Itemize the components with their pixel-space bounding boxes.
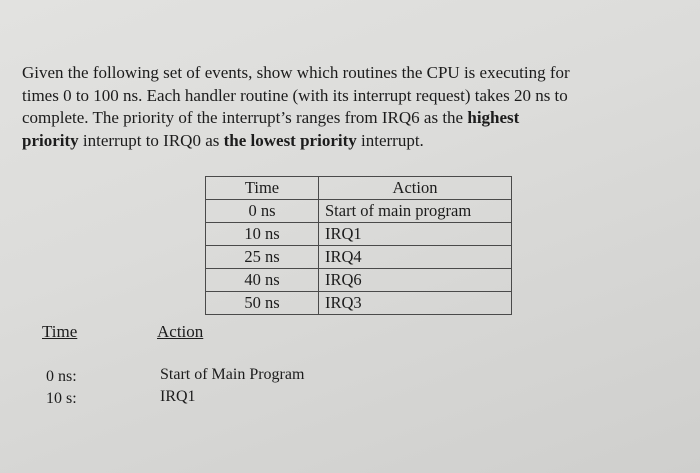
- event-action-cell: IRQ6: [319, 269, 512, 292]
- highest-emphasis: highest: [467, 108, 520, 127]
- answer-action-header: Action: [157, 322, 204, 341]
- events-table: [205, 176, 512, 315]
- event-action-cell: IRQ1: [319, 223, 512, 246]
- table-row: [206, 223, 512, 246]
- event-time-cell: 50 ns: [206, 292, 319, 315]
- answer-time-cell: 10 s:: [46, 390, 77, 407]
- events-time-header: Time: [206, 177, 319, 200]
- priority-emphasis: priority: [22, 130, 79, 150]
- table-row: [206, 269, 512, 292]
- event-action-cell: IRQ4: [319, 246, 512, 269]
- events-table-header-row: [206, 177, 512, 200]
- question-line-4-end: interrupt.: [356, 130, 424, 150]
- event-time-cell: 10 ns: [206, 223, 319, 246]
- answer-time-header: Time: [42, 322, 78, 341]
- question-line-4: [22, 130, 682, 153]
- table-row: [206, 292, 512, 315]
- event-time-cell: 0 ns: [206, 200, 319, 223]
- question-line-4-text: interrupt to IRQ0 as: [78, 130, 224, 150]
- question-text: [22, 62, 682, 152]
- question-line-3: [22, 107, 682, 130]
- table-row: [206, 246, 512, 269]
- answer-action-cell: Start of Main Program: [160, 366, 305, 383]
- event-action-cell: Start of main program: [319, 200, 512, 223]
- event-time-cell: 25 ns: [206, 246, 319, 269]
- event-time-cell: 40 ns: [206, 269, 319, 292]
- table-row: [206, 200, 512, 223]
- question-line-1: Given the following set of events, show which routines the CPU is executing for: [22, 63, 570, 82]
- event-action-cell: IRQ3: [319, 292, 512, 315]
- question-line-3-text: complete. The priority of the interrupt’s ranges from IRQ6 as the: [22, 108, 468, 127]
- answer-time-cell: 0 ns:: [46, 368, 77, 385]
- lowest-priority-emphasis: the lowest priority: [223, 130, 357, 150]
- question-line-2: times 0 to 100 ns. Each handler routine (with its interrupt request) takes 20 ns to: [22, 85, 568, 105]
- answer-action-cell: IRQ1: [160, 388, 196, 405]
- events-action-header: Action: [319, 177, 512, 200]
